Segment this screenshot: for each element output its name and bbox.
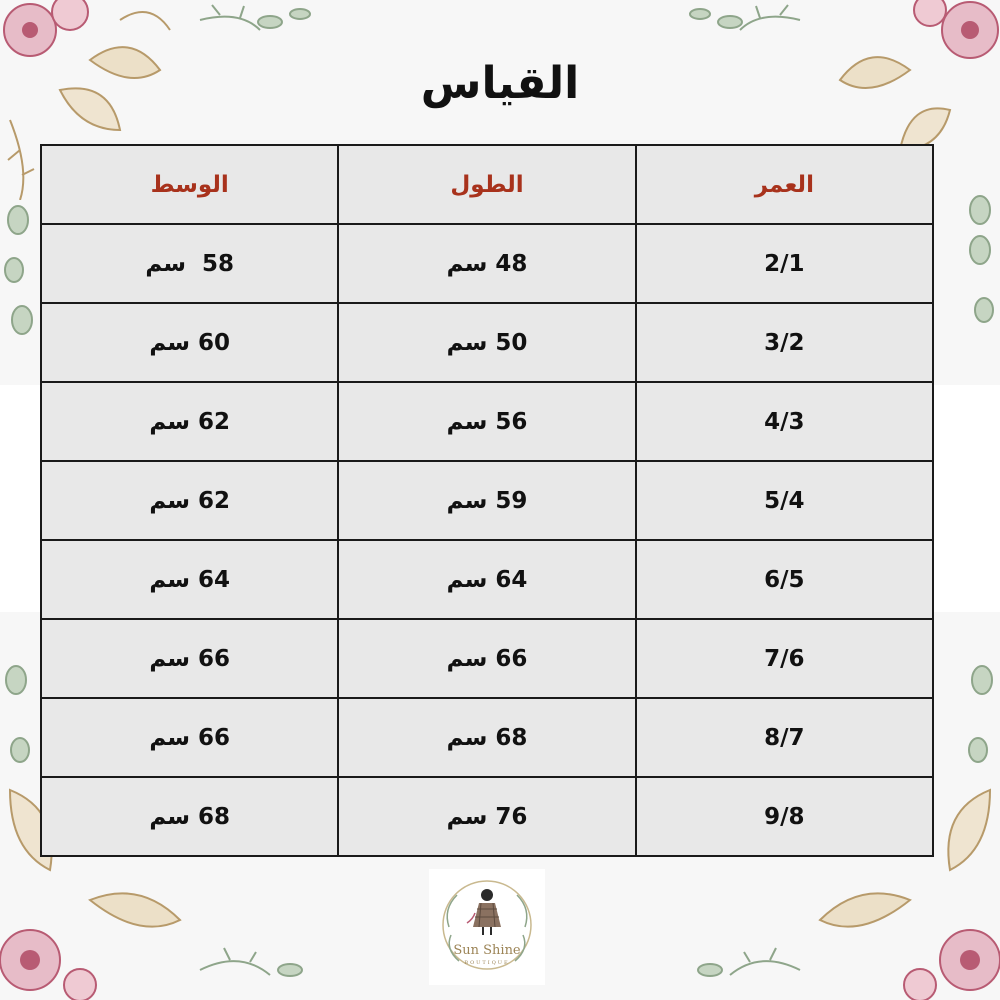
logo-brand-text: Sun Shine [453,943,521,958]
table-row [41,303,933,382]
table-row [41,382,933,461]
table-row [41,224,933,303]
brand-logo [429,869,545,985]
header-length: الطول [338,145,635,224]
cell-waist: 64 سم [41,540,338,619]
cell-age: 3/2 [636,303,933,382]
cell-age: 8/7 [636,698,933,777]
floral-decoration-right-side [940,230,1000,360]
size-chart-table [40,144,934,857]
page-title: القياس [420,58,580,109]
cell-waist: 66 سم [41,619,338,698]
cell-waist: 62 سم [41,461,338,540]
cell-length: 50 سم [338,303,635,382]
cell-length: 56 سم [338,382,635,461]
cell-age: 2/1 [636,224,933,303]
logo-tagline-text: BOUTIQUE [464,960,510,966]
table-row [41,619,933,698]
cell-age: 5/4 [636,461,933,540]
cell-length: 48 سم [338,224,635,303]
header-waist: الوسط [41,145,338,224]
header-age: العمر [636,145,933,224]
cell-waist: 68 سم [41,777,338,856]
cell-length: 76 سم [338,777,635,856]
cell-age: 6/5 [636,540,933,619]
cell-waist: 58 سم [41,224,338,303]
table-row [41,777,933,856]
cell-length: 59 سم [338,461,635,540]
cell-length: 64 سم [338,540,635,619]
cell-age: 4/3 [636,382,933,461]
cell-length: 68 سم [338,698,635,777]
cell-waist: 66 سم [41,698,338,777]
cell-age: 7/6 [636,619,933,698]
logo-emblem [429,869,545,985]
cell-length: 66 سم [338,619,635,698]
table-row [41,698,933,777]
table-header-row [41,145,933,224]
cell-waist: 60 سم [41,303,338,382]
cell-waist: 62 سم [41,382,338,461]
table-row [41,461,933,540]
cell-age: 9/8 [636,777,933,856]
table-row [41,540,933,619]
